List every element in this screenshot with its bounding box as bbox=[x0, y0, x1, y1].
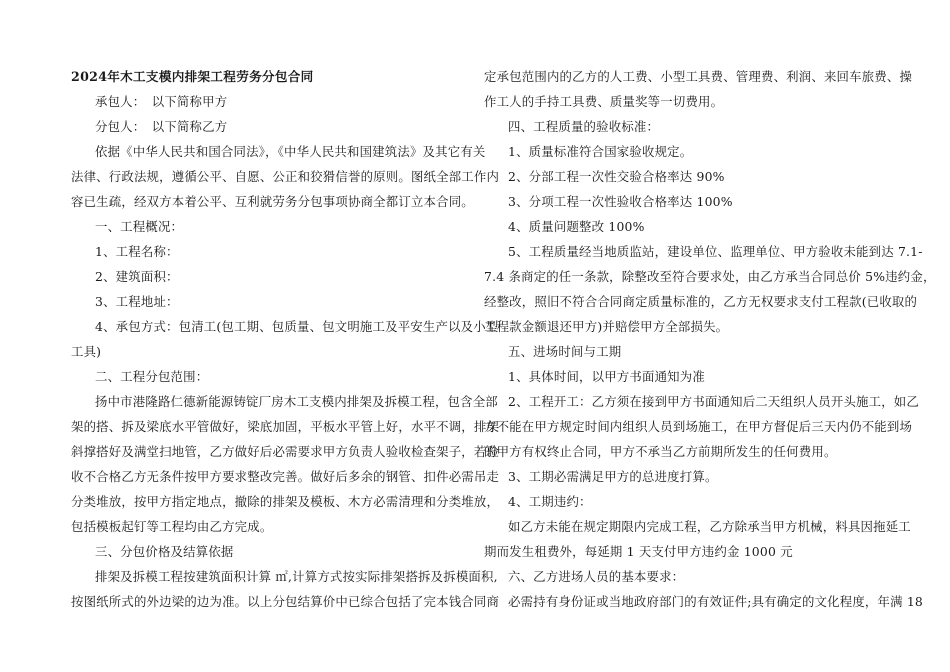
text-line: 7.4 条商定的任一条款，除整改至符合要求处，由乙方承当合同总价 5%违约金， bbox=[484, 269, 936, 284]
text-line: 1、质量标准符合国家验收规定。 bbox=[508, 144, 693, 159]
text-line: 3、分项工程一次性验收合格率达 100% bbox=[508, 194, 733, 209]
text-line: 法律、行政法规，遵循公平、自愿、公正和狡猾信誉的原则。图纸全部工作内 bbox=[71, 169, 500, 184]
text-line: 一、工程概况： bbox=[95, 219, 184, 234]
text-line: 斜撑搭好及满堂扫地管，乙方做好后必需要求甲方负责人验收检查架子，若验 bbox=[71, 444, 500, 459]
text-line: 如乙方未能在规定期限内完成工程，乙方除承当甲方机械，料具因拖延工 bbox=[508, 519, 911, 534]
text-line: 经整改，照旧不符合合同商定质量标准的，乙方无权要求支付工程款(已收取的 bbox=[484, 294, 918, 309]
text-line: 分包人： 以下简称乙方 bbox=[95, 119, 228, 134]
text-line: 四、工程质量的验收标准： bbox=[508, 119, 660, 134]
text-line: 4、质量问题整改 100% bbox=[508, 219, 645, 234]
text-line: 扬中市港隆路仁德新能源铸锭厂房木工支模内排架及拆模工程，包含全部 bbox=[95, 394, 498, 409]
text-line: 期而发生租费外，每延期 1 天支付甲方违约金 1000 元 bbox=[484, 544, 793, 559]
text-line: 方不能在甲方规定时间内组织人员到场施工，在甲方督促后三天内仍不能到场 bbox=[484, 419, 913, 434]
text-line: 3、工期必需满足甲方的总进度打算。 bbox=[508, 469, 718, 484]
text-line: 3、工程地址： bbox=[95, 294, 179, 309]
text-line: 按图纸所式的外边梁的边为准。以上分包结算价中已综合包括了完本钱合同商 bbox=[71, 594, 500, 609]
text-line: 2、工程开工：乙方须在接到甲方书面通知后二天组织人员开头施工，如乙 bbox=[508, 394, 919, 409]
text-line: 承包人： 以下简称甲方 bbox=[95, 94, 228, 109]
text-line: 1、具体时间，以甲方书面通知为准 bbox=[508, 369, 705, 384]
text-line: 包括模板起钉等工程均由乙方完成。 bbox=[71, 519, 273, 534]
text-line: 4、工期违约： bbox=[508, 494, 592, 509]
text-line: 必需持有身份证或当地政府部门的有效证件;具有确定的文化程度，年满 18 bbox=[508, 594, 923, 609]
text-line: 工程款金额退还甲方)并赔偿甲方全部损失。 bbox=[484, 319, 729, 334]
document-title: 2024年木工支模内排架工程劳务分包合同 bbox=[71, 69, 314, 84]
text-line: 的甲方有权终止合同，甲方不承当乙方前期所发生的任何费用。 bbox=[484, 444, 837, 459]
text-line: 容已生疏，经双方本着公平、互利就劳务分包事项协商全都订立本合同。 bbox=[71, 194, 474, 209]
text-line: 5、工程质量经当地质监站，建设单位、监理单位、甲方验收未能到达 7.1- bbox=[508, 244, 923, 259]
text-line: 排架及拆模工程按建筑面积计算 ㎡,计算方式按实际排架搭拆及拆模面积, bbox=[95, 569, 498, 584]
text-line: 五、进场时间与工期 bbox=[508, 344, 622, 359]
text-line: 二、工程分包范围： bbox=[95, 369, 209, 384]
text-line: 三、分包价格及结算依据 bbox=[95, 544, 234, 559]
text-line: 六、乙方进场人员的基本要求： bbox=[508, 569, 685, 584]
text-line: 分类堆放，按甲方指定地点，撤除的排架及模板、木方必需清理和分类堆放， bbox=[71, 494, 500, 509]
text-line: 依据《中华人民共和国合同法》，《中华人民共和国建筑法》及其它有关 bbox=[95, 144, 486, 159]
text-line: 定承包范围内的乙方的人工费、小型工具费、管理费、利润、来回车旅费、操 bbox=[484, 69, 913, 84]
text-line: 1、工程名称： bbox=[95, 244, 179, 259]
left-text-column bbox=[71, 64, 500, 614]
right-text-column bbox=[484, 64, 936, 614]
text-line: 工具) bbox=[71, 344, 102, 359]
text-line: 作工人的手持工具费、质量奖等一切费用。 bbox=[484, 94, 724, 109]
text-line: 4、承包方式：包清工(包工期、包质量、包文明施工及平安生产以及小型 bbox=[95, 319, 499, 334]
text-line: 收不合格乙方无条件按甲方要求整改完善。做好后多余的钢管、扣件必需吊走 bbox=[71, 469, 500, 484]
text-line: 2、建筑面积： bbox=[95, 269, 179, 284]
text-line: 2、分部工程一次性交验合格率达 90% bbox=[508, 169, 725, 184]
text-line: 架的搭、拆及梁底水平管做好，梁底加固，平板水平管上好，水平不调，排架 bbox=[71, 419, 500, 434]
